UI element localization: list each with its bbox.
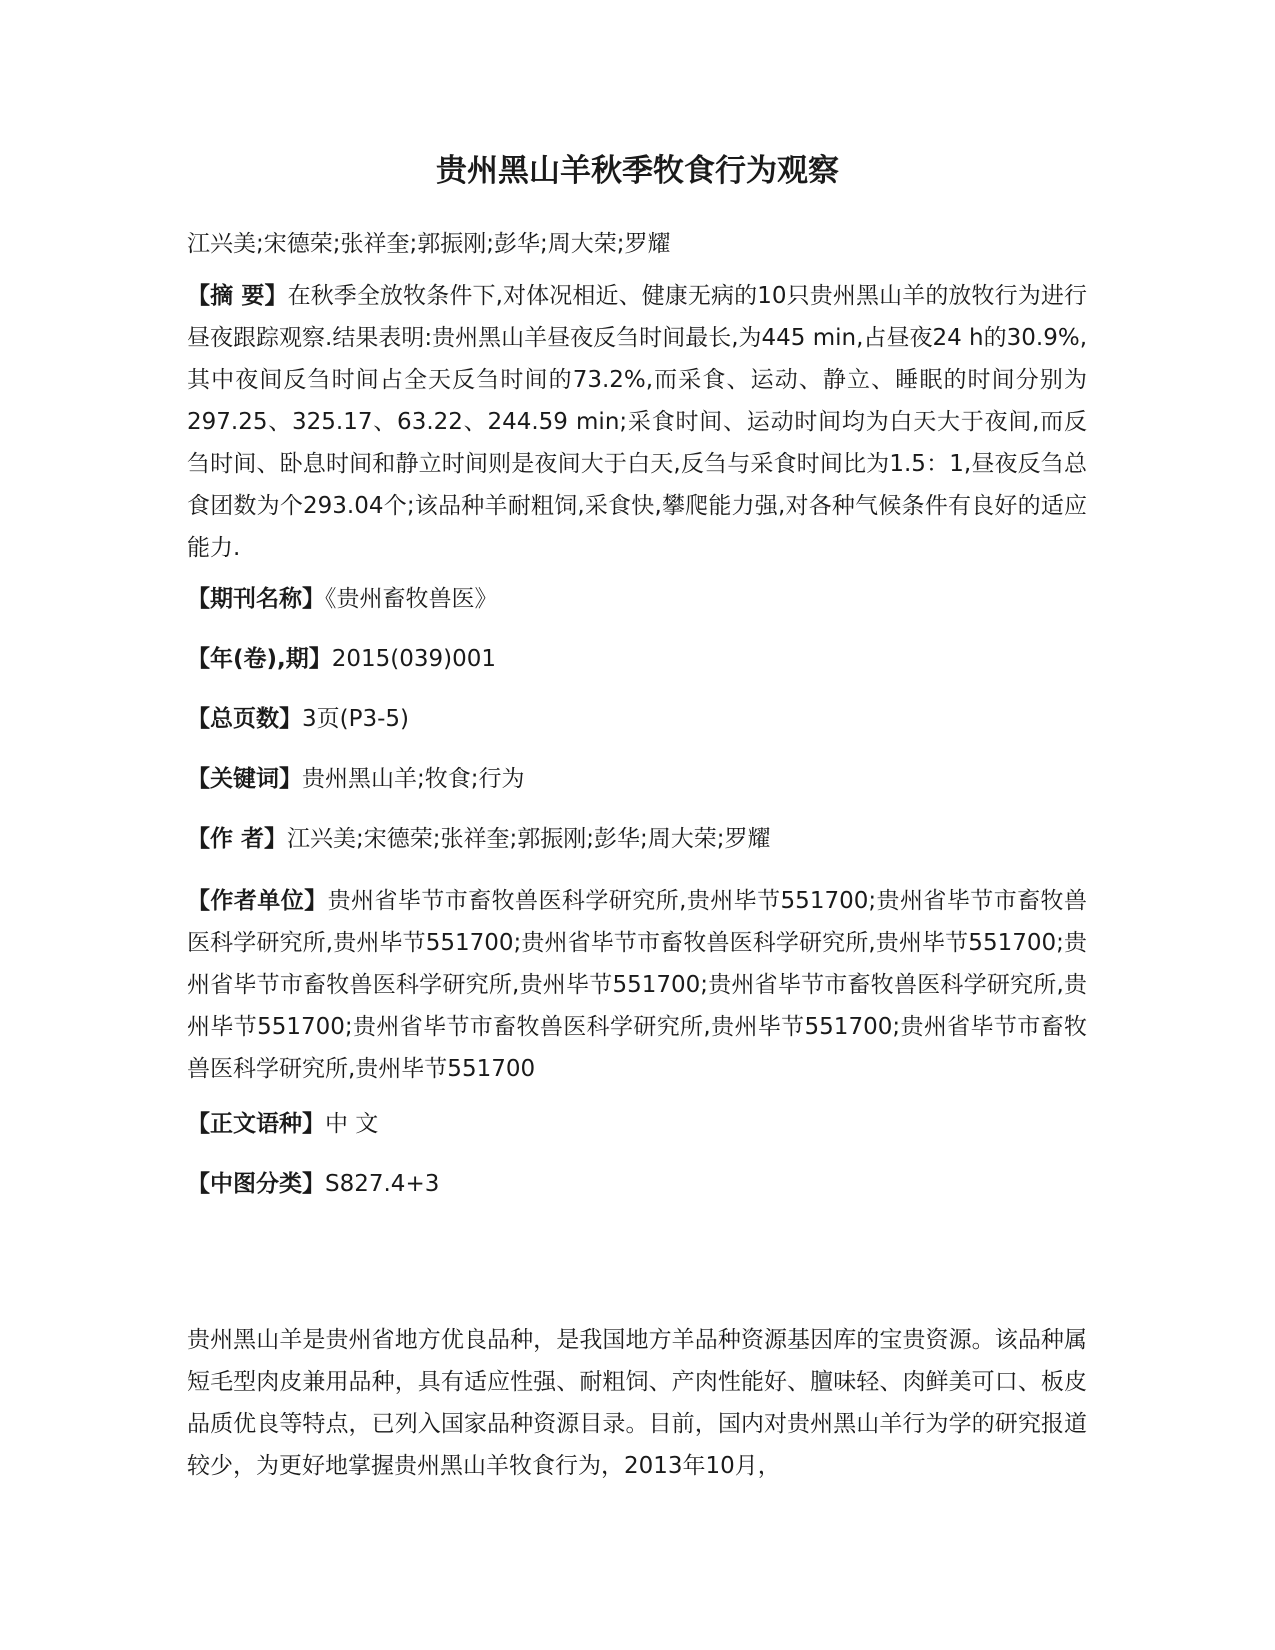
language-value: 中 文	[325, 1111, 379, 1137]
total-pages-field	[187, 698, 1087, 740]
total-pages-label: 【总页数】	[187, 706, 302, 732]
author-list: 江兴美;宋德荣;张祥奎;郭振刚;彭华;周大荣;罗耀	[187, 231, 671, 257]
affiliation-label: 【作者单位】	[187, 888, 328, 914]
keywords-label: 【关键词】	[187, 766, 302, 792]
keywords-field	[187, 758, 1087, 800]
affiliation-field	[187, 880, 1087, 1090]
classification-value: S827.4+3	[325, 1171, 440, 1197]
year-volume-issue-label: 【年(卷),期】	[187, 646, 332, 672]
authors-value: 江兴美;宋德荣;张祥奎;郭振刚;彭华;周大荣;罗耀	[287, 826, 771, 852]
year-volume-issue-value: 2015(039)001	[331, 646, 497, 672]
journal-value: 《贵州畜牧兽医》	[325, 586, 498, 612]
affiliation-value: 贵州省毕节市畜牧兽医科学研究所,贵州毕节551700;贵州省毕节市畜牧兽医科学研究所,贵州毕节551700;贵州省毕节市畜牧兽医科学研究所,贵州毕节551700;贵州省毕节市畜牧兽医科学研究所,贵州毕节551700;贵州省毕节市畜牧兽医科学研究所,贵州毕节551700;贵州省毕节市畜牧兽医科学研究所,贵州毕节551700;贵州省毕节市畜牧兽医科学研究所,贵州毕节551700	[187, 888, 1087, 1082]
abstract-section	[187, 275, 1087, 569]
abstract-label: 【摘 要】	[187, 283, 288, 309]
classification-label: 【中图分类】	[187, 1171, 325, 1197]
authors-field	[187, 818, 1087, 860]
abstract-text: 在秋季全放牧条件下,对体况相近、健康无病的10只贵州黑山羊的放牧行为进行昼夜跟踪观察.结果表明:贵州黑山羊昼夜反刍时间最长,为445 min,占昼夜24 h的30.9%,其中夜间反刍时间占全天反刍时间的73.2%,而采食、运动、静立、睡眠的时间分别为297.25、325.17、63.22、244.59 min;采食时间、运动时间均为白天大于夜间,而反刍时间、卧息时间和静立时间则是夜间大于白天,反刍与采食时间比为1.5：1,昼夜反刍总食团数为个293.04个;该品种羊耐粗饲,采食快,攀爬能力强,对各种气候条件有良好的适应能力.	[187, 283, 1087, 561]
year-volume-issue-field	[187, 638, 1087, 680]
language-field	[187, 1103, 1087, 1145]
classification-field	[187, 1163, 1087, 1205]
journal-field	[187, 578, 1087, 620]
paper-title: 贵州黑山羊秋季牧食行为观察	[436, 153, 839, 189]
total-pages-value: 3页(P3-5)	[302, 706, 410, 732]
authors-label: 【作 者】	[187, 826, 288, 852]
keywords-value: 贵州黑山羊;牧食;行为	[302, 766, 525, 792]
language-label: 【正文语种】	[187, 1111, 325, 1137]
journal-label: 【期刊名称】	[187, 586, 325, 612]
body-paragraph: 贵州黑山羊是贵州省地方优良品种，是我国地方羊品种资源基因库的宝贵资源。该品种属短毛型肉皮兼用品种，具有适应性强、耐粗饲、产肉性能好、膻味轻、肉鲜美可口、板皮品质优良等特点，已列入国家品种资源目录。目前，国内对贵州黑山羊行为学的研究报道较少，为更好地掌握贵州黑山羊牧食行为，2013年10月，	[187, 1327, 1087, 1479]
